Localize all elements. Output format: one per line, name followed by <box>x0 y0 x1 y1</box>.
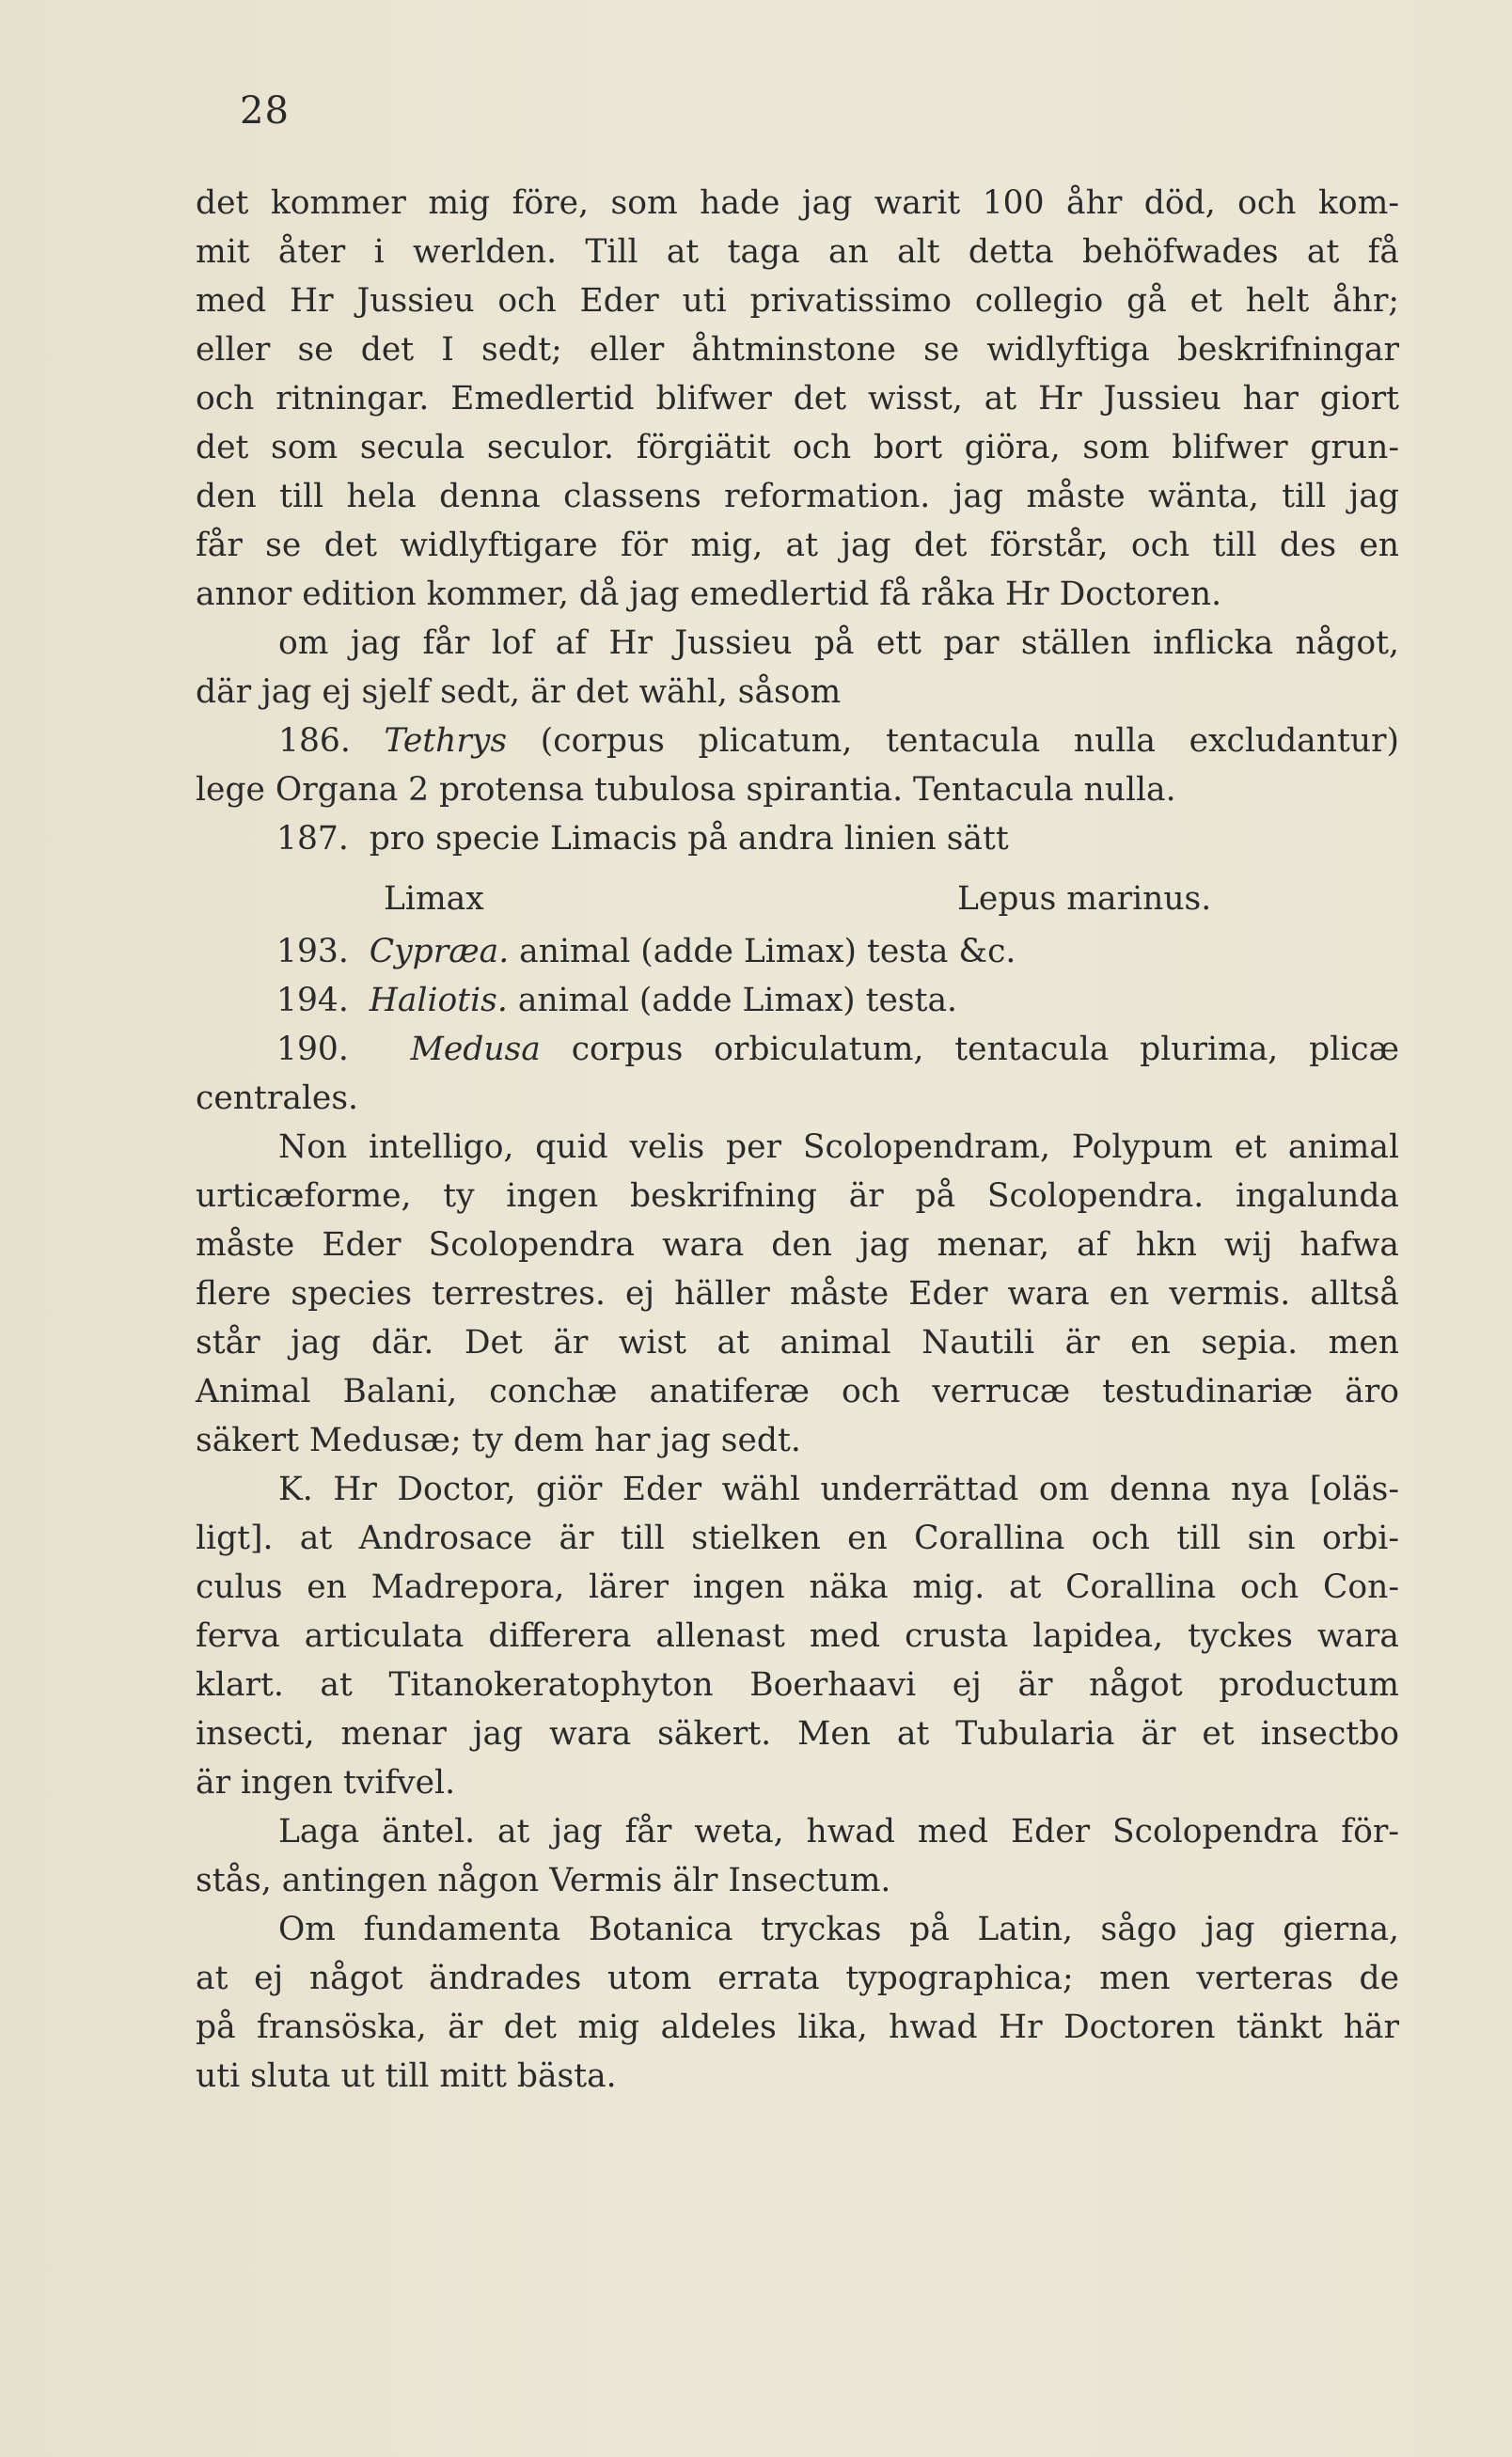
text-line: Animal Balani, conchæ anatiferæ och verrucæ testudinariæ äro <box>196 1373 1399 1410</box>
text-line: ligt]. at Androsace är till stielken en Corallina och till sin orbi- <box>196 1520 1399 1557</box>
taxon-name: Cypræa. <box>369 933 510 970</box>
entry-193 <box>196 927 1399 976</box>
text-line: annor edition kommer, då jag emedlertid få råka Hr Doctoren. <box>196 575 1222 613</box>
text-line: uti sluta ut till mitt bästa. <box>196 2057 617 2095</box>
taxon-name: Medusa <box>410 1031 541 1068</box>
entry-187 <box>196 814 1399 927</box>
text-line: med Hr Jussieu och Eder uti privatissimo collegio gå et helt åhr; <box>196 282 1399 320</box>
entry-text: pro specie Limacis på andra linien sätt <box>369 820 1009 858</box>
text-line: at ej något ändrades utom errata typographica; men verteras de <box>196 1960 1399 1997</box>
paragraph-1 <box>196 179 1399 619</box>
letter-text <box>196 179 1399 2101</box>
entry-text: (corpus plicatum, tentacula nulla excludantur) <box>540 722 1400 760</box>
text-line: står jag där. Det är wist at animal Nautili är en sepia. men <box>196 1324 1399 1362</box>
paragraph-6 <box>196 1905 1399 2101</box>
paragraph-3 <box>196 1123 1399 1465</box>
taxon-name: Tethrys <box>384 722 508 760</box>
text-line: K. Hr Doctor, giör Eder wähl underrättad om denna nya [oläs- <box>278 1471 1399 1508</box>
text-line: på fransöska, är det mig aldeles lika, hwad Hr Doctoren tänkt här <box>196 2008 1399 2046</box>
text-line <box>196 717 1399 765</box>
text-line <box>196 814 1399 863</box>
taxon-name: Haliotis. <box>369 982 508 1019</box>
synonym-row <box>196 863 1399 927</box>
text-line: lege Organa 2 protensa tubulosa spirantia. Tentacula nulla. <box>196 771 1176 809</box>
synonym-left: Limax <box>384 880 484 918</box>
text-line: Non intelligo, quid velis per Scolopendram, Polypum et animal <box>278 1128 1399 1166</box>
text-line: mit åter i werlden. Till at taga an alt detta behöfwades at få <box>196 233 1399 271</box>
entry-194 <box>196 976 1399 1025</box>
entry-number: 187. <box>276 820 349 858</box>
text-line: stås, antingen någon Vermis älr Insectum. <box>196 1862 891 1899</box>
paragraph-5 <box>196 1807 1399 1905</box>
text-line: urticæforme, ty ingen beskrifning är på Scolopendra. ingalunda <box>196 1177 1399 1215</box>
text-line: Laga äntel. at jag får weta, hwad med Eder Scolopendra för- <box>278 1813 1399 1851</box>
text-line: den till hela denna classens reformation. jag måste wänta, till jag <box>196 478 1399 515</box>
text-line: ferva articulata differera allenast med crusta lapidea, tyckes wara <box>196 1617 1399 1655</box>
text-line: centrales. <box>196 1079 359 1117</box>
text-line: är ingen tvifvel. <box>196 1764 456 1802</box>
page-number: 28 <box>240 89 290 133</box>
text-line: och ritningar. Emedlertid blifwer det wisst, at Hr Jussieu har giort <box>196 380 1399 417</box>
text-line: får se det widlyftigare för mig, at jag det förstår, och till des en <box>196 527 1399 564</box>
text-line: det kommer mig före, som hade jag warit 100 åhr död, och kom- <box>196 184 1399 222</box>
text-line: flere species terrestres. ej häller måste Eder wara en vermis. alltså <box>196 1275 1399 1313</box>
paragraph-2 <box>196 619 1399 717</box>
text-line: Om fundamenta Botanica tryckas på Latin, sågo jag gierna, <box>278 1911 1399 1948</box>
synonym-right: Lepus marinus. <box>957 880 1212 918</box>
text-line <box>196 1025 1399 1074</box>
text-line: måste Eder Scolopendra wara den jag menar, af hkn wij hafwa <box>196 1226 1399 1264</box>
text-line: det som secula seculor. förgiätit och bort giöra, som blifwer grun- <box>196 429 1399 466</box>
text-line: eller se det I sedt; eller åhtminstone se widlyftiga beskrifningar <box>196 331 1399 369</box>
entry-text: corpus orbiculatum, tentacula plurima, plicæ <box>571 1031 1400 1068</box>
entry-186 <box>196 717 1399 814</box>
text-line: insecti, menar jag wara säkert. Men at Tubularia är et insectbo <box>196 1715 1399 1753</box>
paragraph-4 <box>196 1465 1399 1807</box>
entry-number: 193. <box>276 933 349 970</box>
text-line: där jag ej sjelf sedt, är det wähl, såsom <box>196 673 842 711</box>
text-line: om jag får lof af Hr Jussieu på ett par ställen inflicka något, <box>278 624 1399 662</box>
entry-number: 186. <box>278 722 351 760</box>
entry-number: 194. <box>276 982 349 1019</box>
entry-190 <box>196 1025 1399 1123</box>
text-line: culus en Madrepora, lärer ingen näka mig. at Corallina och Con- <box>196 1568 1399 1606</box>
entry-text: animal (adde Limax) testa. <box>517 982 957 1019</box>
text-line: klart. at Titanokeratophyton Boerhaavi ej är något productum <box>196 1666 1399 1704</box>
entry-number: 190. <box>276 1031 349 1068</box>
text-line: säkert Medusæ; ty dem har jag sedt. <box>196 1422 801 1459</box>
entry-text: animal (adde Limax) testa &c. <box>519 933 1016 970</box>
